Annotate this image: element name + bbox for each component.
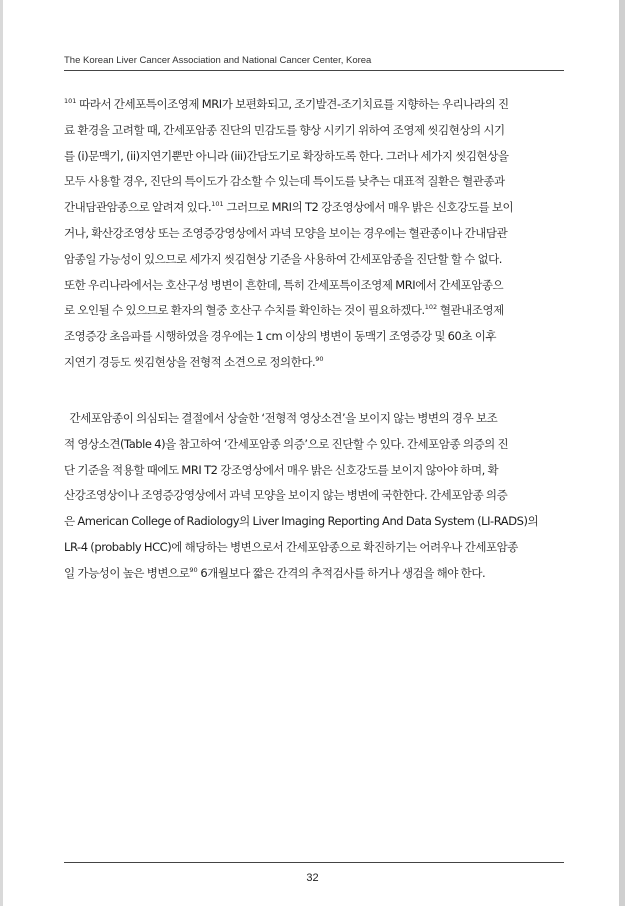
line-text: 그러므로 MRI의 T2 강조영상에서 매우 밝은 신호강도를 보이 [223,200,514,215]
body-paragraph-2 [64,406,564,587]
line-text: 지연기 경등도 씻김현상을 전형적 소견으로 정의한다. [64,354,316,369]
text-line [64,561,564,587]
footer-divider [64,862,564,863]
text-line: 료 환경을 고려할 때, 간세포암종 진단의 민감도를 향상 시키기 위하여 조영제 씻김현상의 시기 [64,122,505,137]
text-line: 암종일 가능성이 있으므로 세가지 씻김현상 기준을 사용하여 간세포암종을 진단할 할 수 없다. [64,251,503,266]
citation-superscript: 101 [211,200,224,209]
text-line: LR-4 (probably HCC)에 해당하는 병변으로서 간세포암종으로 확진하기는 어려우나 간세포암종 [64,539,518,554]
text-line [64,350,564,376]
citation-superscript: 90 [189,565,198,574]
text-line: 또한 우리나라에서는 호산구성 병변이 흔한데, 특히 간세포특이조영제 MRI에서 간세포암종으 [64,277,504,292]
text-line: 모두 사용할 경우, 진단의 특이도가 감소할 수 있는데 특이도를 낮추는 대표적 질환은 혈관종과 [64,174,505,189]
text-line [64,92,564,118]
text-line: 간세포암종이 의심되는 결절에서 상술한 ‘전형적 영상소견’을 보이지 않는 병변의 경우 보조 [64,411,498,425]
text-line [64,298,564,324]
text-line: 산강조영상이나 조영증강영상에서 과녁 모양을 보이지 않는 병변에 국한한다. 간세포암종 의증 [64,488,508,503]
line-text: 혈관내조영제 [437,303,504,318]
page-edge-left [0,0,3,906]
citation-superscript: 90 [315,354,324,363]
text-line: 조영증강 초음파를 시행하였을 경우에는 1 cm 이상의 병변이 동맥기 조영증강 및 60초 이후 [64,329,497,344]
line-text: 간내담관암종으로 알려져 있다. [64,200,212,215]
citation-superscript: 101 [64,97,77,105]
text-line [64,195,564,221]
citation-superscript: 102 [424,303,438,312]
header-divider [64,70,564,71]
page-number: 32 [306,872,319,884]
text-line: 단 기준을 적용할 때에도 MRI T2 강조영상에서 매우 밝은 신호강도를 보이지 않아야 하며, 확 [64,462,499,477]
line-text: 일 가능성이 높은 병변으로 [64,565,190,580]
text-line: 은 American College of Radiology의 Liver Imaging Reporting And Data System (LI-RADS)의 [64,514,539,529]
text-line: 적 영상소견(Table 4)을 참고하여 ‘간세포암종 의증’으로 진단할 수 있다. 간세포암종 의증의 진 [64,436,509,451]
text-line: 를 (i)문맥기, (ii)지연기뿐만 아니라 (iii)간담도기로 확장하도록 한다. 그러나 세가지 씻김현상을 [64,148,509,163]
body-paragraph-1 [64,92,564,376]
line-text: 따라서 간세포특이조영제 MRI가 보편화되고, 조기발견-조기치료를 지향하는 우리나라의 진 [76,97,509,111]
text-line: 거나, 확산강조영상 또는 조영증강영상에서 과녁 모양을 보이는 경우에는 혈관종이나 간내담관 [64,225,508,240]
page-edge-right [619,0,625,906]
running-header: The Korean Liver Cancer Association and National Cancer Center, Korea [64,55,372,66]
line-text: 6개월보다 짧은 간격의 추적검사를 하거나 생검을 해야 한다. [197,565,486,580]
line-text: 로 오인될 수 있으므로 환자의 혈중 호산구 수치를 확인하는 것이 필요하겠다. [64,303,425,318]
